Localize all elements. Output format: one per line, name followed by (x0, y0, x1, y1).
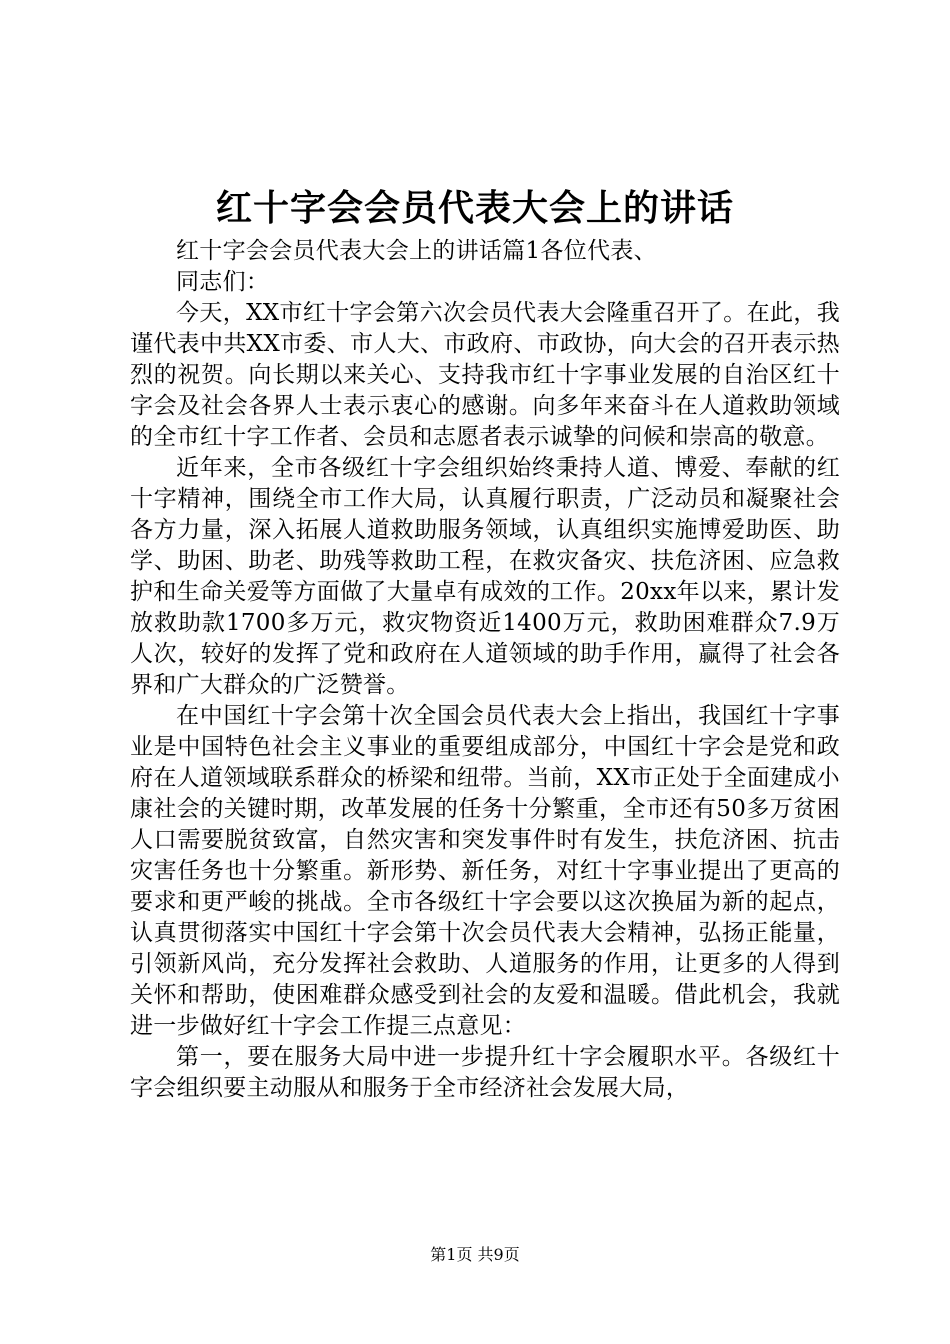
paragraph: 近年来，全市各级红十字会组织始终秉持人道、博爱、奉献的红十字精神，围绕全市工作大局，认真履行职责，广泛动员和凝聚社会各方力量，深入拓展人道救助服务领域，认真组织实施博爱助医、助学、助困、助老、助残等救助工程，在救灾备灾、扶危济困、应急救护和生命关爱等方面做了大量卓有成效的工作。20xx年以来，累计发放救助款1700多万元，救灾物资近1400万元，救助困难群众7.9万人次，较好的发挥了党和政府在人道领域的助手作用，赢得了社会各界和广大群众的广泛赞誉。 (130, 455, 840, 698)
page-footer: 第1页 共9页 (430, 1245, 520, 1264)
paragraph: 红十字会会员代表大会上的讲话篇1各位代表、 (176, 238, 657, 264)
paragraph: 同志们： (176, 269, 270, 295)
document-title: 红十字会会员代表大会上的讲话 (215, 187, 734, 229)
paragraph: 今天，XX市红十字会第六次会员代表大会隆重召开了。在此，我谨代表中共XX市委、市人大、市政府、市政协，向大会的召开表示热烈的祝贺。向长期以来关心、支持我市红十字事业发展的自治区红十字会及社会各界人士表示衷心的感谢。向多年来奋斗在人道救助领域的全市红十字工作者、会员和志愿者表示诚挚的问候和崇高的敬意。 (130, 300, 840, 450)
document-body (130, 236, 840, 1104)
paragraph: 在中国红十字会第十次全国会员代表大会上指出，我国红十字事业是中国特色社会主义事业的重要组成部分，中国红十字会是党和政府在人道领域联系群众的桥梁和纽带。当前，XX市正处于全面建成小康社会的关键时期，改革发展的任务十分繁重，全市还有50多万贫困人口需要脱贫致富，自然灾害和突发事件时有发生，扶危济困、抗击灾害任务也十分繁重。新形势、新任务，对红十字事业提出了更高的要求和更严峻的挑战。全市各级红十字会要以这次换届为新的起点，认真贯彻落实中国红十字会第十次会员代表大会精神，弘扬正能量，引领新风尚，充分发挥社会救助、人道服务的作用，让更多的人得到关怀和帮助，使困难群众感受到社会的友爱和温暖。借此机会，我就进一步做好红十字会工作提三点意见： (130, 703, 840, 1039)
paragraph: 第一，要在服务大局中进一步提升红十字会履职水平。各级红十字会组织要主动服从和服务于全市经济社会发展大局， (130, 1044, 840, 1101)
